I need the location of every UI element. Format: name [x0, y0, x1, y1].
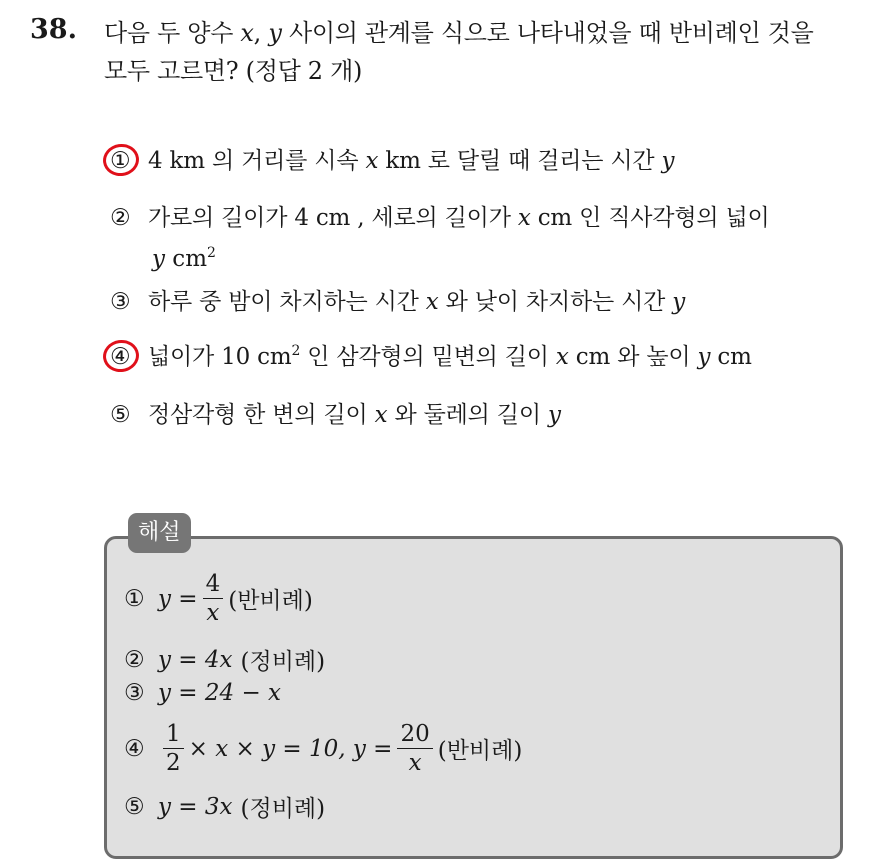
question-line-1: 다음 두 양수 x, y 사이의 관계를 식으로 나타내었을 때 반비례인 것을	[104, 19, 814, 47]
option-2[interactable]: ② 가로의 길이가 4 cm , 세로의 길이가 x cm 인 직사각형의 넓이	[110, 205, 770, 231]
option-2-line-2: y $cm^2$	[152, 245, 216, 272]
question-text	[104, 14, 874, 90]
question-number: 38.	[30, 14, 77, 45]
solution-line-2: ② y = 4x (정비례)	[124, 646, 326, 675]
solution-line-1: ① y = $\frac{4}{x}$ (반비례)	[124, 571, 313, 627]
solution-tag: 해설	[128, 513, 191, 553]
fraction: $\frac{1}{2}$	[163, 722, 184, 775]
option-5[interactable]: ⑤ 정삼각형 한 변의 길이 x 와 둘레의 길이 y	[110, 402, 561, 428]
solution-line-5: ⑤ y = 3x (정비례)	[124, 793, 326, 822]
option-4[interactable]: ④ 넓이가 10 $cm^2$ 인 삼각형의 밑변의 길이 x cm 와 높이 y cm	[110, 343, 752, 370]
question-line-2: 모두 고르면? (정답 2 개)	[104, 57, 363, 85]
option-1[interactable]: ① 4 km 의 거리를 시속 x km 로 달릴 때 걸리는 시간 y	[110, 148, 675, 174]
option-3[interactable]: ③ 하루 중 밤이 차지하는 시간 x 와 낮이 차지하는 시간 y	[110, 289, 686, 315]
solution-line-3: ③ y = 24 − x	[124, 680, 282, 706]
fraction: $\frac{20}{x}$	[397, 722, 432, 775]
fraction: $\frac{4}{x}$	[203, 572, 224, 625]
solution-line-4: ④ $\frac{1}{2}$ × x × y = 10, y = $\frac{20}{x}$ (반비례)	[124, 721, 523, 777]
